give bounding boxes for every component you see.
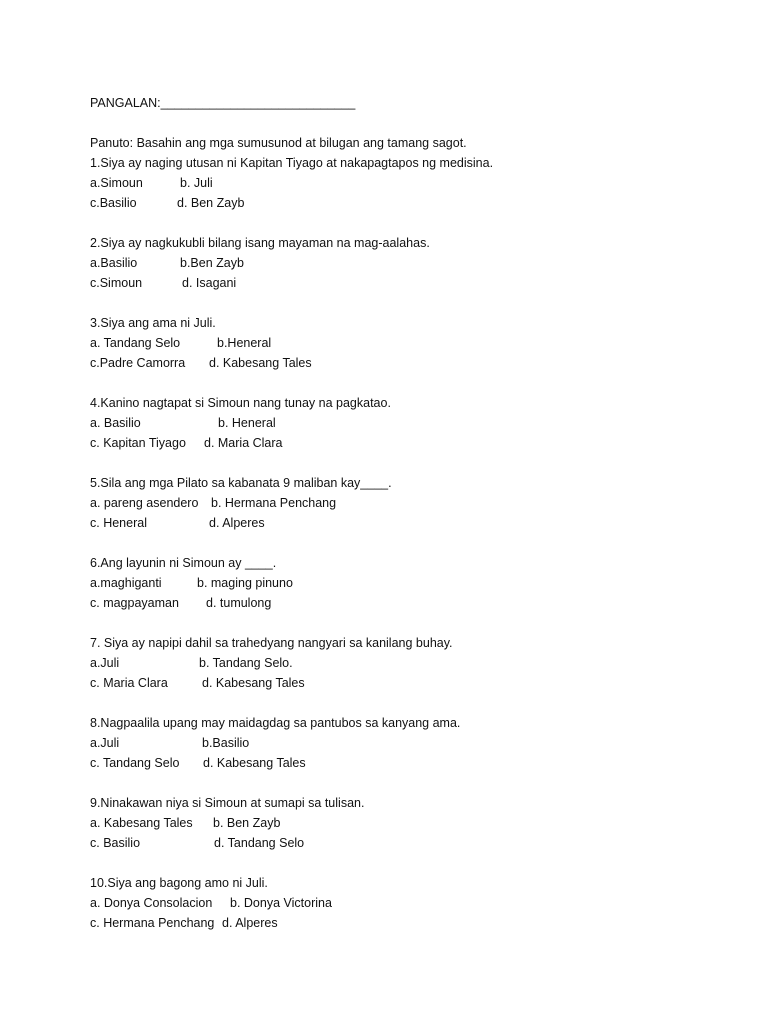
option-a[interactable]: a.Juli bbox=[90, 736, 120, 750]
option-c[interactable]: c.Simoun bbox=[90, 276, 143, 290]
question-text: 4.Kanino nagtapat si Simoun nang tunay na pagkatao. bbox=[90, 396, 391, 410]
option-a[interactable]: a. Kabesang Tales bbox=[90, 816, 193, 830]
option-a[interactable]: a. Donya Consolacion bbox=[90, 896, 213, 910]
options-row-2 bbox=[90, 513, 730, 533]
options-row-2 bbox=[90, 273, 730, 293]
question-2 bbox=[90, 233, 730, 293]
option-b[interactable]: b.Ben Zayb bbox=[180, 256, 244, 270]
options-row-1 bbox=[90, 653, 730, 673]
option-a[interactable]: a.Basilio bbox=[90, 256, 138, 270]
option-d[interactable]: d. Kabesang Tales bbox=[209, 356, 312, 370]
options-row-2 bbox=[90, 593, 730, 613]
options-row-1 bbox=[90, 733, 730, 753]
option-b[interactable]: b. Juli bbox=[180, 176, 213, 190]
options-row-2 bbox=[90, 193, 730, 213]
options-row-1 bbox=[90, 253, 730, 273]
options-row-2 bbox=[90, 673, 730, 693]
option-d[interactable]: d. Ben Zayb bbox=[177, 196, 245, 210]
question-text: 8.Nagpaalila upang may maidagdag sa pantubos sa kanyang ama. bbox=[90, 716, 461, 730]
option-a[interactable]: a.Juli bbox=[90, 656, 120, 670]
question-text: 3.Siya ang ama ni Juli. bbox=[90, 316, 216, 330]
option-b[interactable]: b. Heneral bbox=[218, 416, 276, 430]
option-d[interactable]: d. Alperes bbox=[222, 916, 278, 930]
option-c[interactable]: c. Maria Clara bbox=[90, 676, 168, 690]
options-row-2 bbox=[90, 833, 730, 853]
question-3 bbox=[90, 313, 730, 373]
option-c[interactable]: c. Hermana Penchang bbox=[90, 916, 215, 930]
option-a[interactable]: a. pareng asendero bbox=[90, 496, 199, 510]
option-a[interactable]: a. Basilio bbox=[90, 416, 141, 430]
question-text: 6.Ang layunin ni Simoun ay ____. bbox=[90, 556, 277, 570]
options-row-1 bbox=[90, 893, 730, 913]
options-row-1 bbox=[90, 173, 730, 193]
options-row-2 bbox=[90, 353, 730, 373]
option-c[interactable]: c. Basilio bbox=[90, 836, 141, 850]
option-a[interactable]: a. Tandang Selo bbox=[90, 336, 181, 350]
question-text: 7. Siya ay napipi dahil sa trahedyang nangyari sa kanilang buhay. bbox=[90, 636, 453, 650]
option-a[interactable]: a.Simoun bbox=[90, 176, 143, 190]
option-c[interactable]: c. Tandang Selo bbox=[90, 756, 180, 770]
question-text: 5.Sila ang mga Pilato sa kabanata 9 maliban kay____. bbox=[90, 476, 392, 490]
question-5 bbox=[90, 473, 730, 533]
option-b[interactable]: b.Heneral bbox=[217, 336, 272, 350]
option-a[interactable]: a.maghiganti bbox=[90, 576, 162, 590]
option-c[interactable]: c.Basilio bbox=[90, 196, 137, 210]
question-4 bbox=[90, 393, 730, 453]
option-c[interactable]: c.Padre Camorra bbox=[90, 356, 186, 370]
question-1 bbox=[90, 153, 730, 213]
question-text: 2.Siya ay nagkukubli bilang isang mayaman na mag-aalahas. bbox=[90, 236, 430, 250]
options-row-1 bbox=[90, 493, 730, 513]
options-row-1 bbox=[90, 333, 730, 353]
option-d[interactable]: d. Kabesang Tales bbox=[202, 676, 305, 690]
question-7 bbox=[90, 633, 730, 693]
question-8 bbox=[90, 713, 730, 773]
question-text: 10.Siya ang bagong amo ni Juli. bbox=[90, 876, 268, 890]
option-c[interactable]: c. Heneral bbox=[90, 516, 147, 530]
options-row-1 bbox=[90, 413, 730, 433]
option-b[interactable]: b. Donya Victorina bbox=[230, 896, 332, 910]
option-d[interactable]: d. tumulong bbox=[206, 596, 272, 610]
question-10 bbox=[90, 873, 730, 933]
options-row-1 bbox=[90, 573, 730, 593]
option-d[interactable]: d. Maria Clara bbox=[204, 436, 283, 450]
option-b[interactable]: b. Tandang Selo. bbox=[199, 656, 293, 670]
instructions-text: Panuto: Basahin ang mga sumusunod at bilugan ang tamang sagot. bbox=[90, 136, 467, 150]
option-d[interactable]: d. Kabesang Tales bbox=[203, 756, 306, 770]
question-text: 9.Ninakawan niya si Simoun at sumapi sa tulisan. bbox=[90, 796, 365, 810]
options-row-2 bbox=[90, 753, 730, 773]
option-d[interactable]: d. Isagani bbox=[182, 276, 237, 290]
option-d[interactable]: d. Alperes bbox=[209, 516, 265, 530]
question-9 bbox=[90, 793, 730, 853]
options-row-2 bbox=[90, 913, 730, 933]
option-d[interactable]: d. Tandang Selo bbox=[214, 836, 305, 850]
option-c[interactable]: c. magpayaman bbox=[90, 596, 179, 610]
option-c[interactable]: c. Kapitan Tiyago bbox=[90, 436, 186, 450]
options-row-2 bbox=[90, 433, 730, 453]
option-b[interactable]: b. Hermana Penchang bbox=[211, 496, 337, 510]
worksheet-content bbox=[90, 93, 730, 953]
option-b[interactable]: b. maging pinuno bbox=[197, 576, 293, 590]
question-text: 1.Siya ay naging utusan ni Kapitan Tiyago at nakapagtapos ng medisina. bbox=[90, 156, 494, 170]
option-b[interactable]: b. Ben Zayb bbox=[213, 816, 281, 830]
question-6 bbox=[90, 553, 730, 613]
name-field-label: PANGALAN:____________________________ bbox=[90, 96, 356, 110]
option-b[interactable]: b.Basilio bbox=[202, 736, 250, 750]
options-row-1 bbox=[90, 813, 730, 833]
